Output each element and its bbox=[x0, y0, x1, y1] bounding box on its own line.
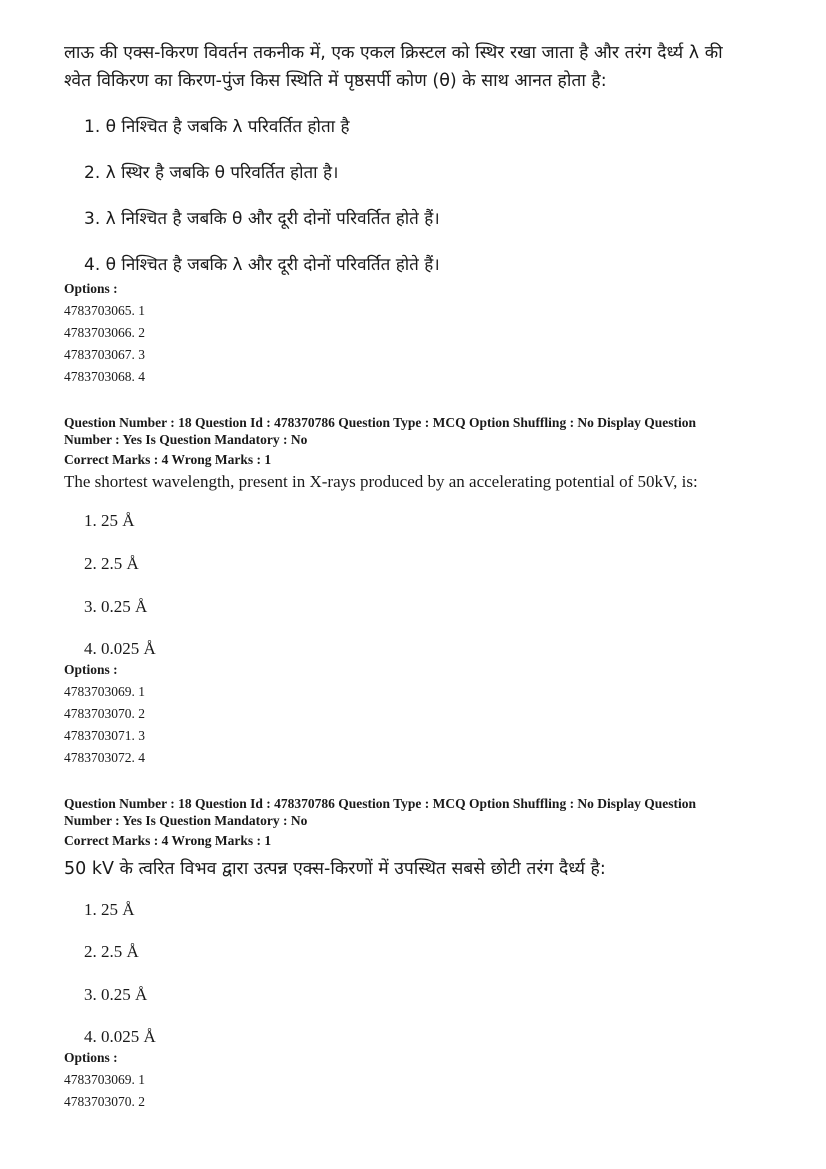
question-meta-line: Number : Yes Is Question Mandatory : No bbox=[64, 432, 308, 447]
question-marks: Correct Marks : 4 Wrong Marks : 1 bbox=[64, 833, 272, 848]
answer-option: 1. 25 Å bbox=[84, 900, 135, 919]
answer-option: 3. λ निश्चित है जबकि θ और दूरी दोनों परिवर्तित होते हैं। bbox=[84, 209, 440, 229]
option-id: 4783703068. 4 bbox=[64, 369, 145, 384]
answer-option: 4. 0.025 Å bbox=[84, 639, 156, 658]
answer-option: 4. θ निश्चित है जबकि λ और दूरी दोनों परिवर्तित होते हैं। bbox=[84, 255, 440, 275]
option-id: 4783703072. 4 bbox=[64, 750, 145, 765]
answer-option: 3. 0.25 Å bbox=[84, 597, 148, 616]
options-label: Options : bbox=[64, 662, 118, 677]
question-meta-line: Number : Yes Is Question Mandatory : No bbox=[64, 813, 308, 828]
answer-option: 1. 25 Å bbox=[84, 511, 135, 530]
question-meta-line: Question Number : 18 Question Id : 478370786 Question Type : MCQ Option Shuffling : No Display Question bbox=[64, 415, 696, 430]
options-label: Options : bbox=[64, 281, 118, 296]
option-id: 4783703067. 3 bbox=[64, 347, 145, 362]
answer-option: 1. θ निश्चित है जबकि λ परिवर्तित होता है bbox=[84, 117, 350, 137]
question-stem-line: लाऊ की एक्स-किरण विवर्तन तकनीक में, एक एकल क्रिस्टल को स्थिर रखा जाता है और तरंग दैर्ध्य λ की bbox=[64, 43, 723, 63]
question-meta-line: Question Number : 18 Question Id : 478370786 Question Type : MCQ Option Shuffling : No Display Question bbox=[64, 796, 696, 811]
option-id: 4783703070. 2 bbox=[64, 1094, 145, 1109]
answer-option: 4. 0.025 Å bbox=[84, 1027, 156, 1046]
option-id: 4783703069. 1 bbox=[64, 1072, 145, 1087]
option-id: 4783703069. 1 bbox=[64, 684, 145, 699]
question-stem: 50 kV के त्वरित विभव द्वारा उत्पन्न एक्स-किरणों में उपस्थित सबसे छोटी तरंग दैर्ध्य है: bbox=[64, 859, 606, 879]
options-label: Options : bbox=[64, 1050, 118, 1065]
question-stem: The shortest wavelength, present in X-rays produced by an accelerating potential of 50kV, is: bbox=[64, 472, 698, 491]
answer-option: 2. λ स्थिर है जबकि θ परिवर्तित होता है। bbox=[84, 163, 339, 183]
option-id: 4783703070. 2 bbox=[64, 706, 145, 721]
option-id: 4783703071. 3 bbox=[64, 728, 145, 743]
answer-option: 2. 2.5 Å bbox=[84, 554, 139, 573]
question-marks: Correct Marks : 4 Wrong Marks : 1 bbox=[64, 452, 272, 467]
question-stem-line: श्वेत विकिरण का किरण-पुंज किस स्थिति में पृष्ठसर्पी कोण (θ) के साथ आनत होता है: bbox=[64, 71, 607, 91]
option-id: 4783703066. 2 bbox=[64, 325, 145, 340]
answer-option: 2. 2.5 Å bbox=[84, 942, 139, 961]
option-id: 4783703065. 1 bbox=[64, 303, 145, 318]
answer-option: 3. 0.25 Å bbox=[84, 985, 148, 1004]
